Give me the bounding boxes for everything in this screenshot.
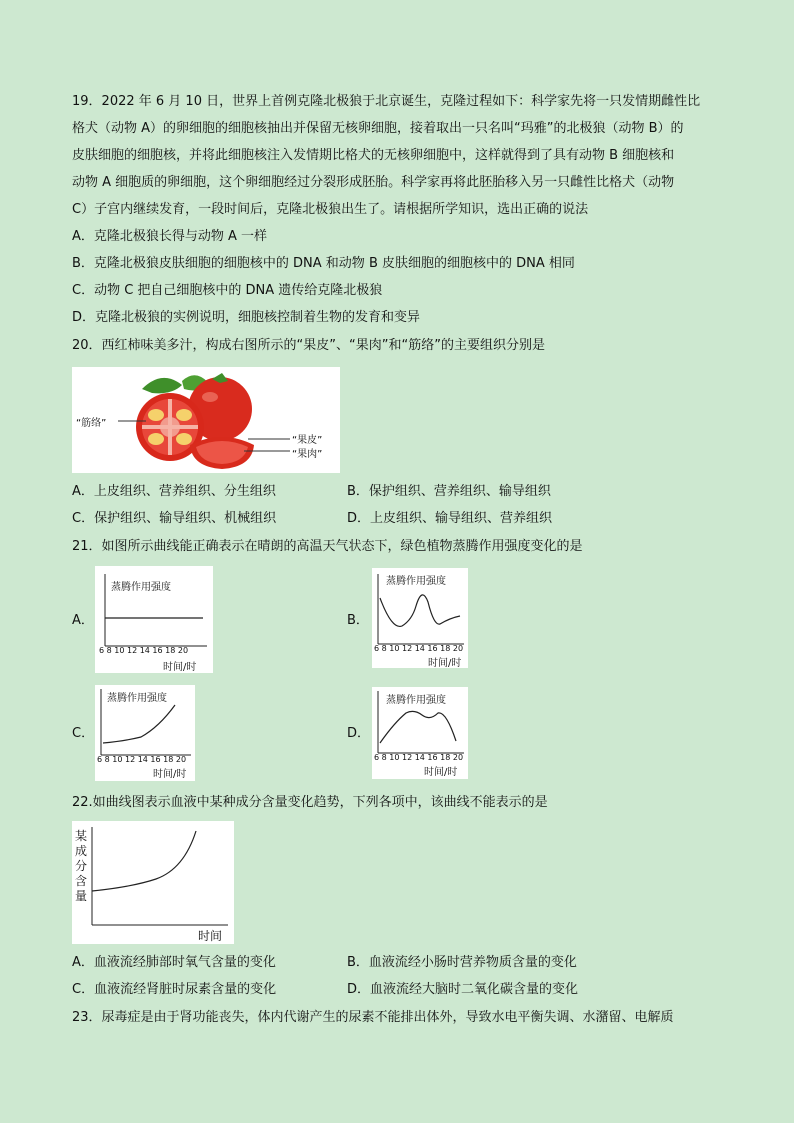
leaf-shape [142, 378, 182, 393]
q21-letter-d[interactable]: D． [347, 726, 371, 741]
q20-stem: 20．西红柿味美多汁，构成右图所示的“果皮”、“果肉”和“筋络”的主要组织分别是 [72, 338, 545, 353]
graph-q22 [72, 821, 234, 944]
graph-a-ticks: 6 8 10 12 14 16 18 20 [99, 646, 189, 655]
curve-plateau [380, 711, 456, 743]
ylabel-char: 含 [75, 874, 88, 888]
graph-c-xlabel: 时间/时 [153, 769, 187, 780]
seed-cavity [176, 409, 192, 421]
graph-b-title: 蒸腾作用强度 [386, 576, 446, 587]
q19-stem-line-4: 动物 A 细胞质的卵细胞，这个卵细胞经过分裂形成胚胎。科学家再将此胚胎移入另一只雌性比格犬（动物 [72, 175, 675, 190]
graph-c-title: 蒸腾作用强度 [107, 693, 167, 704]
q19-option-d[interactable]: D．克隆北极狼的实例说明，细胞核控制着生物的发育和变异 [72, 310, 421, 325]
q21-letter-a[interactable]: A． [72, 613, 94, 628]
graph-d-xlabel: 时间/时 [424, 767, 458, 778]
q22-option-a[interactable]: A．血液流经肺部时氧气含量的变化 [72, 955, 276, 970]
curve-rising [103, 705, 175, 743]
q21-stem: 21．如图所示曲线能正确表示在晴朗的高温天气状态下，绿色植物蒸腾作用强度变化的是 [72, 539, 583, 554]
q23-stem: 23．尿毒症是由于肾功能丧失，体内代谢产生的尿素不能排出体外，导致水电平衡失调、水潴留、电解质 [72, 1010, 674, 1025]
graph-c[interactable] [95, 685, 195, 781]
graph-q22-xlabel: 时间 [198, 929, 223, 943]
q20-option-d[interactable]: D．上皮组织、输导组织、营养组织 [347, 511, 553, 526]
graph-c-ticks: 6 8 10 12 14 16 18 20 [97, 755, 187, 764]
q19-option-a[interactable]: A．克隆北极狼长得与动物 A 一样 [72, 229, 268, 244]
ylabel-char: 成 [75, 844, 88, 858]
graph-b[interactable] [372, 568, 468, 668]
curve-rising [92, 831, 196, 891]
graph-a-title: 蒸腾作用强度 [111, 582, 171, 593]
graph-a-xlabel: 时间/时 [163, 662, 197, 673]
q21-letter-b[interactable]: B． [347, 613, 369, 628]
graph-d-title: 蒸腾作用强度 [386, 695, 446, 706]
highlight-shape [202, 392, 218, 402]
graph-b-xlabel: 时间/时 [428, 658, 462, 669]
q22-option-b[interactable]: B．血液流经小肠时营养物质含量的变化 [347, 955, 577, 970]
q22-stem: 22.如曲线图表示血液中某种成分含量变化趋势，下列各项中，该曲线不能表示的是 [72, 795, 548, 810]
label-jinluo: “筋络” [76, 418, 107, 429]
curve-double-peak [380, 595, 460, 627]
q22-option-c[interactable]: C．血液流经肾脏时尿素含量的变化 [72, 982, 277, 997]
graph-q22-plot [72, 821, 234, 944]
ylabel-char: 量 [75, 889, 88, 903]
ylabel-char: 分 [75, 859, 88, 873]
q19-stem-line-2: 格犬（动物 A）的卵细胞的细胞核抽出并保留无核卵细胞，接着取出一只名叫“玛雅”的北极狼（动物 B）的 [72, 121, 684, 136]
q19-stem-line-1: 19．2022 年 6 月 10 日，世界上首例克隆北极狼于北京诞生，克隆过程如下：科学家先将一只发情期雌性比 [72, 94, 701, 109]
q19-option-b[interactable]: B．克隆北极狼皮肤细胞的细胞核中的 DNA 和动物 B 皮肤细胞的细胞核中的 DNA 相同 [72, 256, 575, 271]
graph-a[interactable] [95, 566, 213, 673]
graph-b-ticks: 6 8 10 12 14 16 18 20 [374, 644, 464, 653]
tomato-figure [72, 367, 340, 473]
q21-letter-c[interactable]: C． [72, 726, 95, 741]
graph-q22-ylabel [75, 829, 89, 904]
q20-option-b[interactable]: B．保护组织、营养组织、输导组织 [347, 484, 551, 499]
ylabel-char: 某 [75, 829, 88, 843]
q20-option-a[interactable]: A．上皮组织、营养组织、分生组织 [72, 484, 276, 499]
seed-cavity [176, 433, 192, 445]
label-guopi: “果皮” [292, 435, 323, 446]
q20-option-c[interactable]: C．保护组织、输导组织、机械组织 [72, 511, 277, 526]
graph-d-ticks: 6 8 10 12 14 16 18 20 [374, 753, 464, 762]
q19-stem-line-5: C）子宫内继续发育，一段时间后，克隆北极狼出生了。请根据所学知识，选出正确的说法 [72, 202, 589, 217]
q22-option-d[interactable]: D．血液流经大脑时二氧化碳含量的变化 [347, 982, 579, 997]
seed-cavity [148, 409, 164, 421]
graph-d[interactable] [372, 687, 468, 779]
q19-stem-line-3: 皮肤细胞的细胞核，并将此细胞核注入发情期比格犬的无核卵细胞中，这样就得到了具有动物 B 细胞核和 [72, 148, 675, 163]
label-guorou: “果肉” [292, 449, 323, 460]
seed-cavity [148, 433, 164, 445]
q19-option-c[interactable]: C．动物 C 把自己细胞核中的 DNA 遗传给克隆北极狼 [72, 283, 383, 298]
